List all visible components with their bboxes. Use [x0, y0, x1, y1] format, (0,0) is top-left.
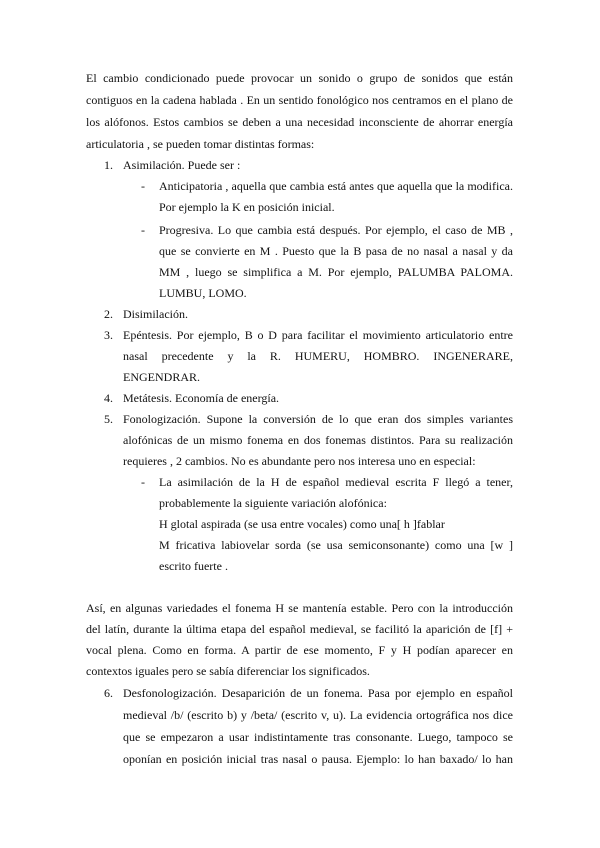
- list-item-text: que se empezaron a usar indistintamente tras consonante. Luego, tampoco se: [123, 730, 513, 744]
- list-number: 5.: [104, 412, 113, 426]
- list-number: 4.: [104, 391, 113, 405]
- list-item-text: Epéntesis. Por ejemplo, B o D para facilitar el movimiento articulatorio entre: [123, 328, 513, 342]
- intro-line: contiguos en la cadena hablada . En un sentido fonológico nos centramos en el plano de: [86, 93, 513, 107]
- bullet-dash: -: [141, 475, 145, 489]
- sub-item-line: probablemente la siguiente variación alofónica:: [159, 496, 387, 510]
- sub-item-line: escrito fuerte .: [159, 559, 228, 573]
- list-number: 6.: [104, 686, 113, 700]
- paragraph-line: contextos iguales pero se sabía diferenciar los significados.: [86, 664, 370, 678]
- intro-line: El cambio condicionado puede provocar un sonido o grupo de sonidos que están: [86, 71, 513, 85]
- bullet-dash: -: [141, 223, 145, 237]
- list-item-text: medieval /b/ (escrito b) y /beta/ (escrito v, u). La evidencia ortográfica nos dice: [123, 708, 513, 722]
- list-number: 2.: [104, 307, 113, 321]
- sub-item-line: MM , luego se simplifica a M. Por ejemplo, PALUMBA PALOMA.: [159, 265, 513, 279]
- list-item-text: Disimilación.: [123, 307, 188, 321]
- list-item-text: Metátesis. Economía de energía.: [123, 391, 280, 405]
- sub-item-line: que se convierte en M . Puesto que la B pasa de no nasal a nasal y da: [159, 244, 513, 258]
- sub-item-line: Por ejemplo la K en posición inicial.: [159, 200, 335, 214]
- list-item-text: nasal precedente y la R. HUMERU, HOMBRO. INGENERARE,: [123, 349, 513, 363]
- sub-item-line: Anticipatoria , aquella que cambia está antes que aquella que la modifica.: [159, 179, 513, 193]
- sub-item-line: M fricativa labiovelar sorda (se usa semiconsonante) como una [w ]: [159, 538, 513, 552]
- list-number: 3.: [104, 328, 113, 342]
- paragraph-line: vocal plena. Como en forma. A partir de ese momento, F y H podían aparecer en: [86, 643, 513, 657]
- sub-item-line: LUMBU, LOMO.: [159, 286, 247, 300]
- list-item-text: Fonologización. Supone la conversión de lo que eran dos simples variantes: [123, 412, 513, 426]
- sub-item-line: H glotal aspirada (se usa entre vocales) como una[ h ]fablar: [159, 517, 445, 531]
- paragraph-line: Así, en algunas variedades el fonema H se mantenía estable. Pero con la introducción: [86, 601, 513, 615]
- list-item-text: oponían en posición inicial tras nasal o pausa. Ejemplo: lo han baxado/ lo han: [123, 752, 513, 766]
- intro-line: articulatoria , se pueden tomar distintas formas:: [86, 137, 315, 151]
- sub-item-line: La asimilación de la H de español medieval escrita F llegó a tener,: [159, 475, 513, 489]
- paragraph-line: del latín, durante la última etapa del español medieval, se facilitó la aparición de [f] +: [86, 622, 513, 636]
- bullet-dash: -: [141, 179, 145, 193]
- list-item-text: alofónicas de un mismo fonema en dos fonemas distintos. Para su realización: [123, 433, 513, 447]
- list-number: 1.: [104, 158, 113, 172]
- list-item-text: ENGENDRAR.: [123, 370, 200, 384]
- sub-item-line: Progresiva. Lo que cambia está después. Por ejemplo, el caso de MB ,: [159, 223, 513, 237]
- intro-line: los alófonos. Estos cambios se deben a una necesidad inconsciente de ahorrar energía: [86, 115, 513, 129]
- list-item-text: Asimilación. Puede ser :: [123, 158, 241, 172]
- list-item-text: Desfonologización. Desaparición de un fonema. Pasa por ejemplo en español: [123, 686, 513, 700]
- list-item-text: requieres , 2 cambios. No es abundante pero nos interesa uno en especial:: [123, 454, 476, 468]
